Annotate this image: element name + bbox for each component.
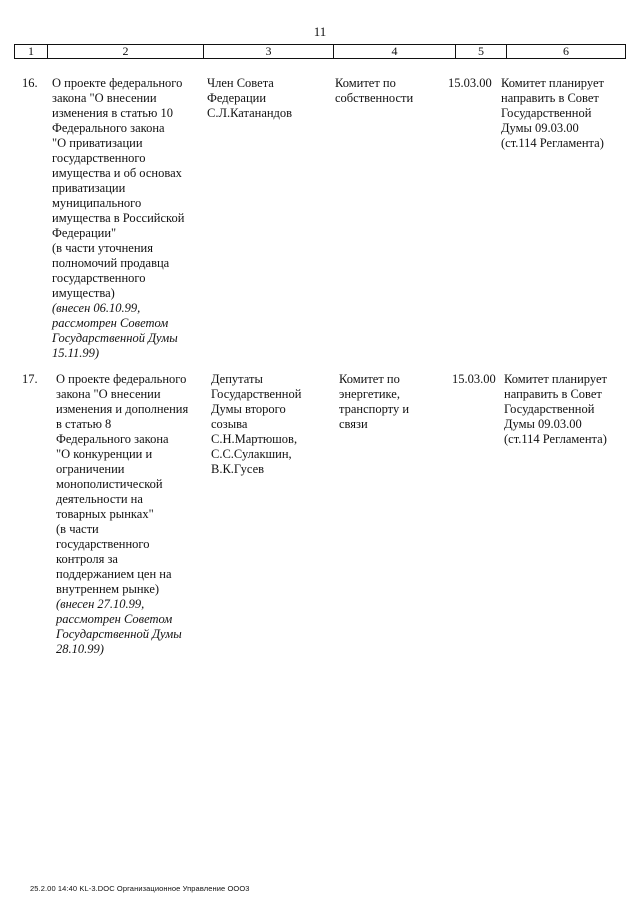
responsible-committee: Комитет по собственности	[335, 76, 414, 105]
committee-plan: Комитет планирует направить в Совет Государственной Думы 09.03.00 (ст.114 Регламента)	[504, 372, 607, 446]
column-header-1: 1	[15, 45, 48, 58]
column-header-5: 5	[456, 45, 507, 58]
bill-description	[56, 372, 206, 657]
page-number: 11	[313, 24, 327, 39]
column-header-2: 2	[48, 45, 204, 58]
row-number: 17.	[22, 372, 38, 386]
bill-author: Депутаты Государственной Думы второго созыва С.Н.Мартюшов, С.С.Сулакшин, В.К.Гусев	[211, 372, 302, 476]
document-footer: 25.2.00 14:40 KL-3.DOC Организационное Управление ООО3	[30, 884, 250, 893]
column-header-4: 4	[334, 45, 456, 58]
column-header-6: 6	[563, 44, 569, 58]
review-date: 15.03.00	[448, 76, 492, 90]
row-number: 16.	[22, 76, 38, 90]
column-header-row	[14, 44, 626, 59]
responsible-committee: Комитет по энергетике, транспорту и связи	[339, 372, 410, 431]
bill-submission-note: (внесен 06.10.99, рассмотрен Советом Государственной Думы 15.11.99)	[52, 301, 178, 360]
bill-subject: О проекте федерального закона "О внесении изменения и дополнения в статью 8 Федерального закона "О конкуренции и ограничении монополистической деятельности на товарных рынках" (в части государственного контроля за поддержанием цен на внутреннем рынке)	[56, 372, 189, 596]
bill-submission-note: (внесен 27.10.99, рассмотрен Советом Государственной Думы 28.10.99)	[56, 597, 182, 656]
column-header-3: 3	[204, 45, 334, 58]
bill-author: Член Совета Федерации С.Л.Катанандов	[207, 76, 293, 120]
committee-plan: Комитет планирует направить в Совет Государственной Думы 09.03.00 (ст.114 Регламента)	[501, 76, 604, 150]
review-date: 15.03.00	[452, 372, 496, 386]
bill-description	[52, 76, 202, 361]
bill-subject: О проекте федерального закона "О внесении изменения в статью 10 Федерального закона "О приватизации государственного имущества и об основах приватизации муниципального имущества в Российской Федерации" (в части уточнения полномочий продавца государственного имущества)	[52, 76, 185, 300]
